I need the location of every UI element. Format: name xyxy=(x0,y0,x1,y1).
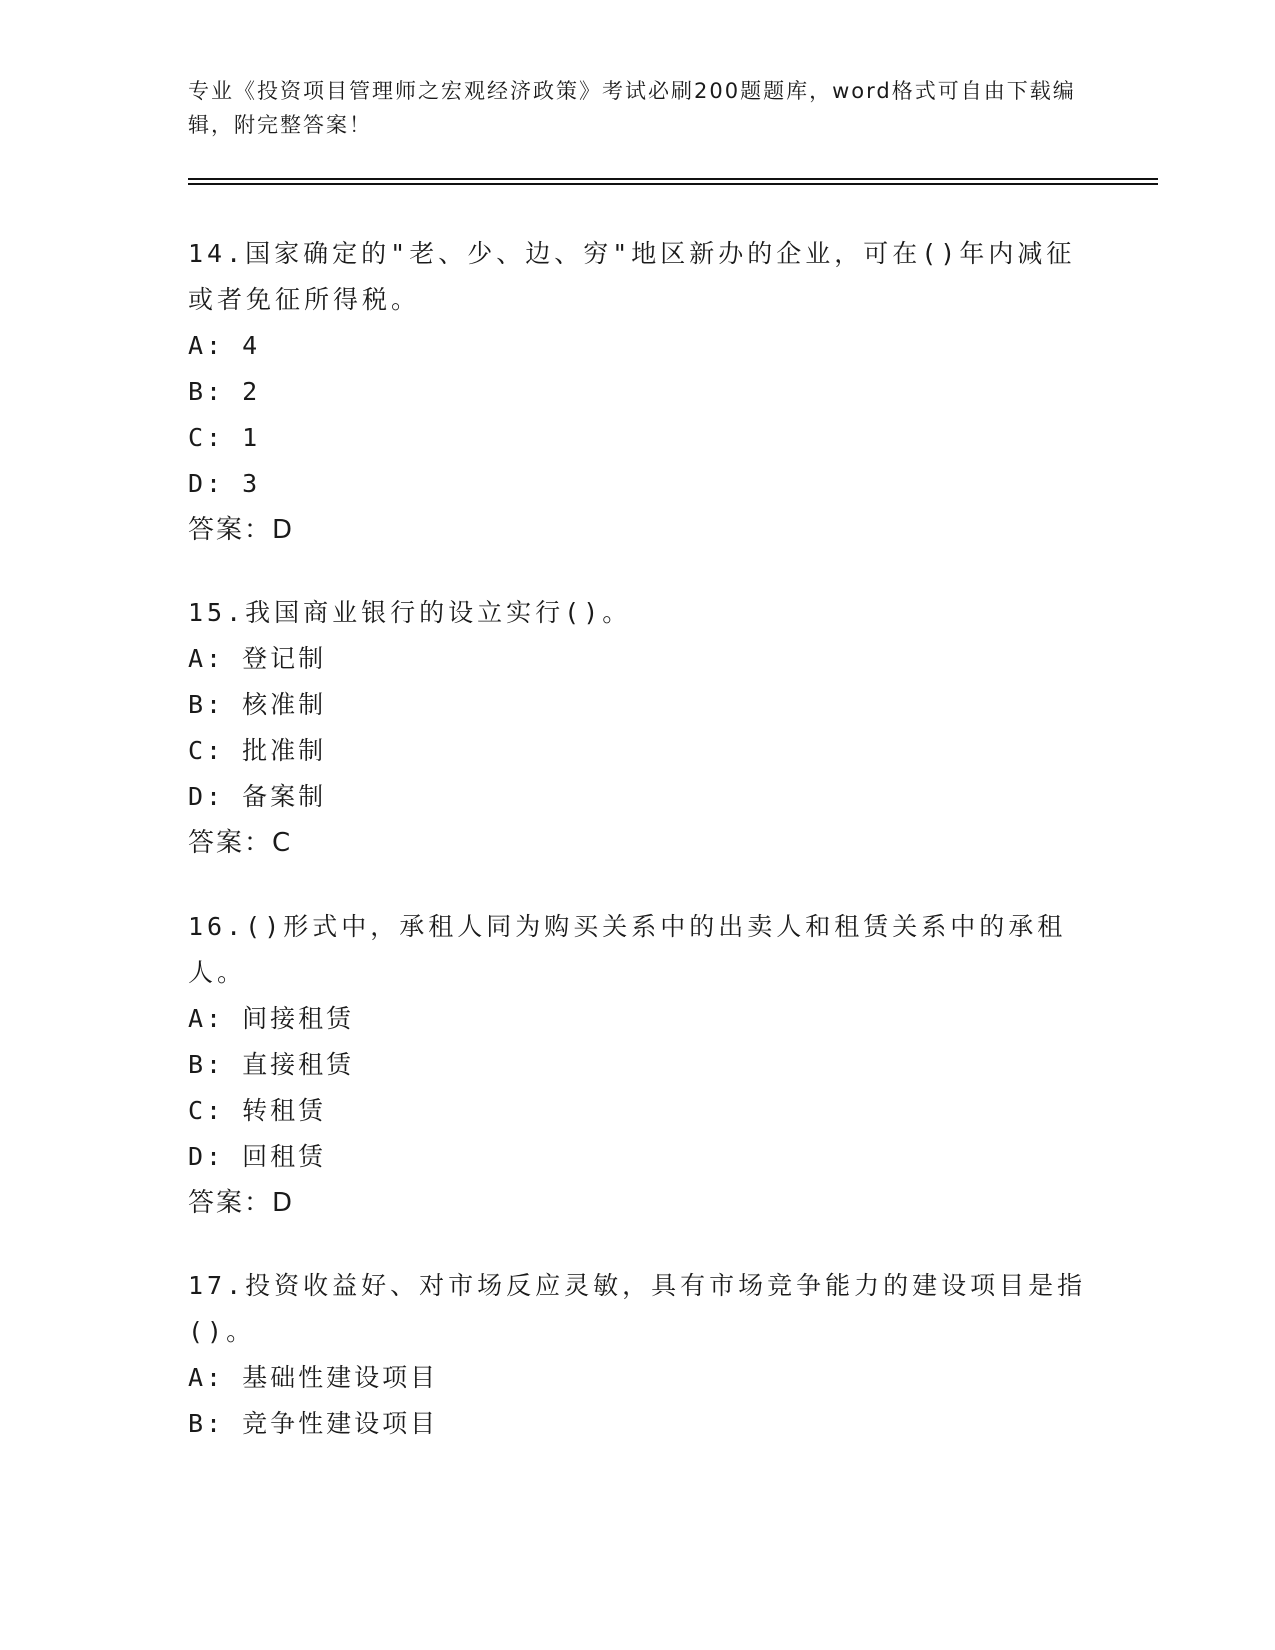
option-text: 2 xyxy=(242,377,261,406)
option-c xyxy=(188,415,1088,461)
option-label: B: xyxy=(188,690,225,719)
option-a xyxy=(188,996,1088,1042)
option-label: A: xyxy=(188,331,225,360)
question-16 xyxy=(188,904,1088,1226)
option-text: 转租赁 xyxy=(242,1096,327,1125)
option-text: 基础性建设项目 xyxy=(242,1363,439,1392)
option-text: 3 xyxy=(242,469,261,498)
option-text: 登记制 xyxy=(242,644,327,673)
option-text: 竞争性建设项目 xyxy=(242,1409,439,1438)
option-text: 1 xyxy=(242,423,261,452)
question-stem: 16.()形式中，承租人同为购买关系中的出卖人和租赁关系中的承租人。 xyxy=(188,912,1067,987)
option-c xyxy=(188,728,1088,774)
option-text: 备案制 xyxy=(242,782,327,811)
header-divider-bottom xyxy=(188,183,1158,185)
question-14 xyxy=(188,231,1088,553)
answer: 答案：D xyxy=(188,1188,295,1218)
question-17 xyxy=(188,1263,1088,1447)
answer: 答案：C xyxy=(188,828,293,858)
option-a xyxy=(188,636,1088,682)
option-label: A: xyxy=(188,644,225,673)
option-text: 间接租赁 xyxy=(242,1004,355,1033)
answer: 答案：D xyxy=(188,515,295,545)
option-b xyxy=(188,369,1088,415)
question-stem: 15.我国商业银行的设立实行()。 xyxy=(188,598,632,627)
header-divider-top xyxy=(188,178,1158,180)
option-b xyxy=(188,1042,1088,1088)
option-d xyxy=(188,774,1088,820)
option-text: 直接租赁 xyxy=(242,1050,355,1079)
header-text: 专业《投资项目管理师之宏观经济政策》考试必刷200题题库，word格式可自由下载编辑，附完整答案！ xyxy=(188,79,1076,137)
option-a xyxy=(188,1355,1088,1401)
option-text: 核准制 xyxy=(242,690,327,719)
option-label: B: xyxy=(188,1409,225,1438)
option-label: B: xyxy=(188,1050,225,1079)
option-label: C: xyxy=(188,736,225,765)
question-stem: 14.国家确定的"老、少、边、穷"地区新办的企业，可在()年内减征或者免征所得税。 xyxy=(188,239,1076,314)
document-header xyxy=(188,74,1088,142)
option-text: 批准制 xyxy=(242,736,327,765)
option-label: B: xyxy=(188,377,225,406)
option-a xyxy=(188,323,1088,369)
question-stem: 17.投资收益好、对市场反应灵敏，具有市场竞争能力的建设项目是指()。 xyxy=(188,1271,1087,1346)
question-15 xyxy=(188,590,1088,866)
option-label: C: xyxy=(188,1096,225,1125)
option-b xyxy=(188,1401,1088,1447)
option-text: 4 xyxy=(242,331,261,360)
option-label: A: xyxy=(188,1363,225,1392)
option-d xyxy=(188,1134,1088,1180)
option-b xyxy=(188,682,1088,728)
option-label: D: xyxy=(188,1142,225,1171)
option-c xyxy=(188,1088,1088,1134)
option-label: A: xyxy=(188,1004,225,1033)
option-label: D: xyxy=(188,469,225,498)
option-d xyxy=(188,461,1088,507)
option-label: D: xyxy=(188,782,225,811)
option-text: 回租赁 xyxy=(242,1142,327,1171)
option-label: C: xyxy=(188,423,225,452)
